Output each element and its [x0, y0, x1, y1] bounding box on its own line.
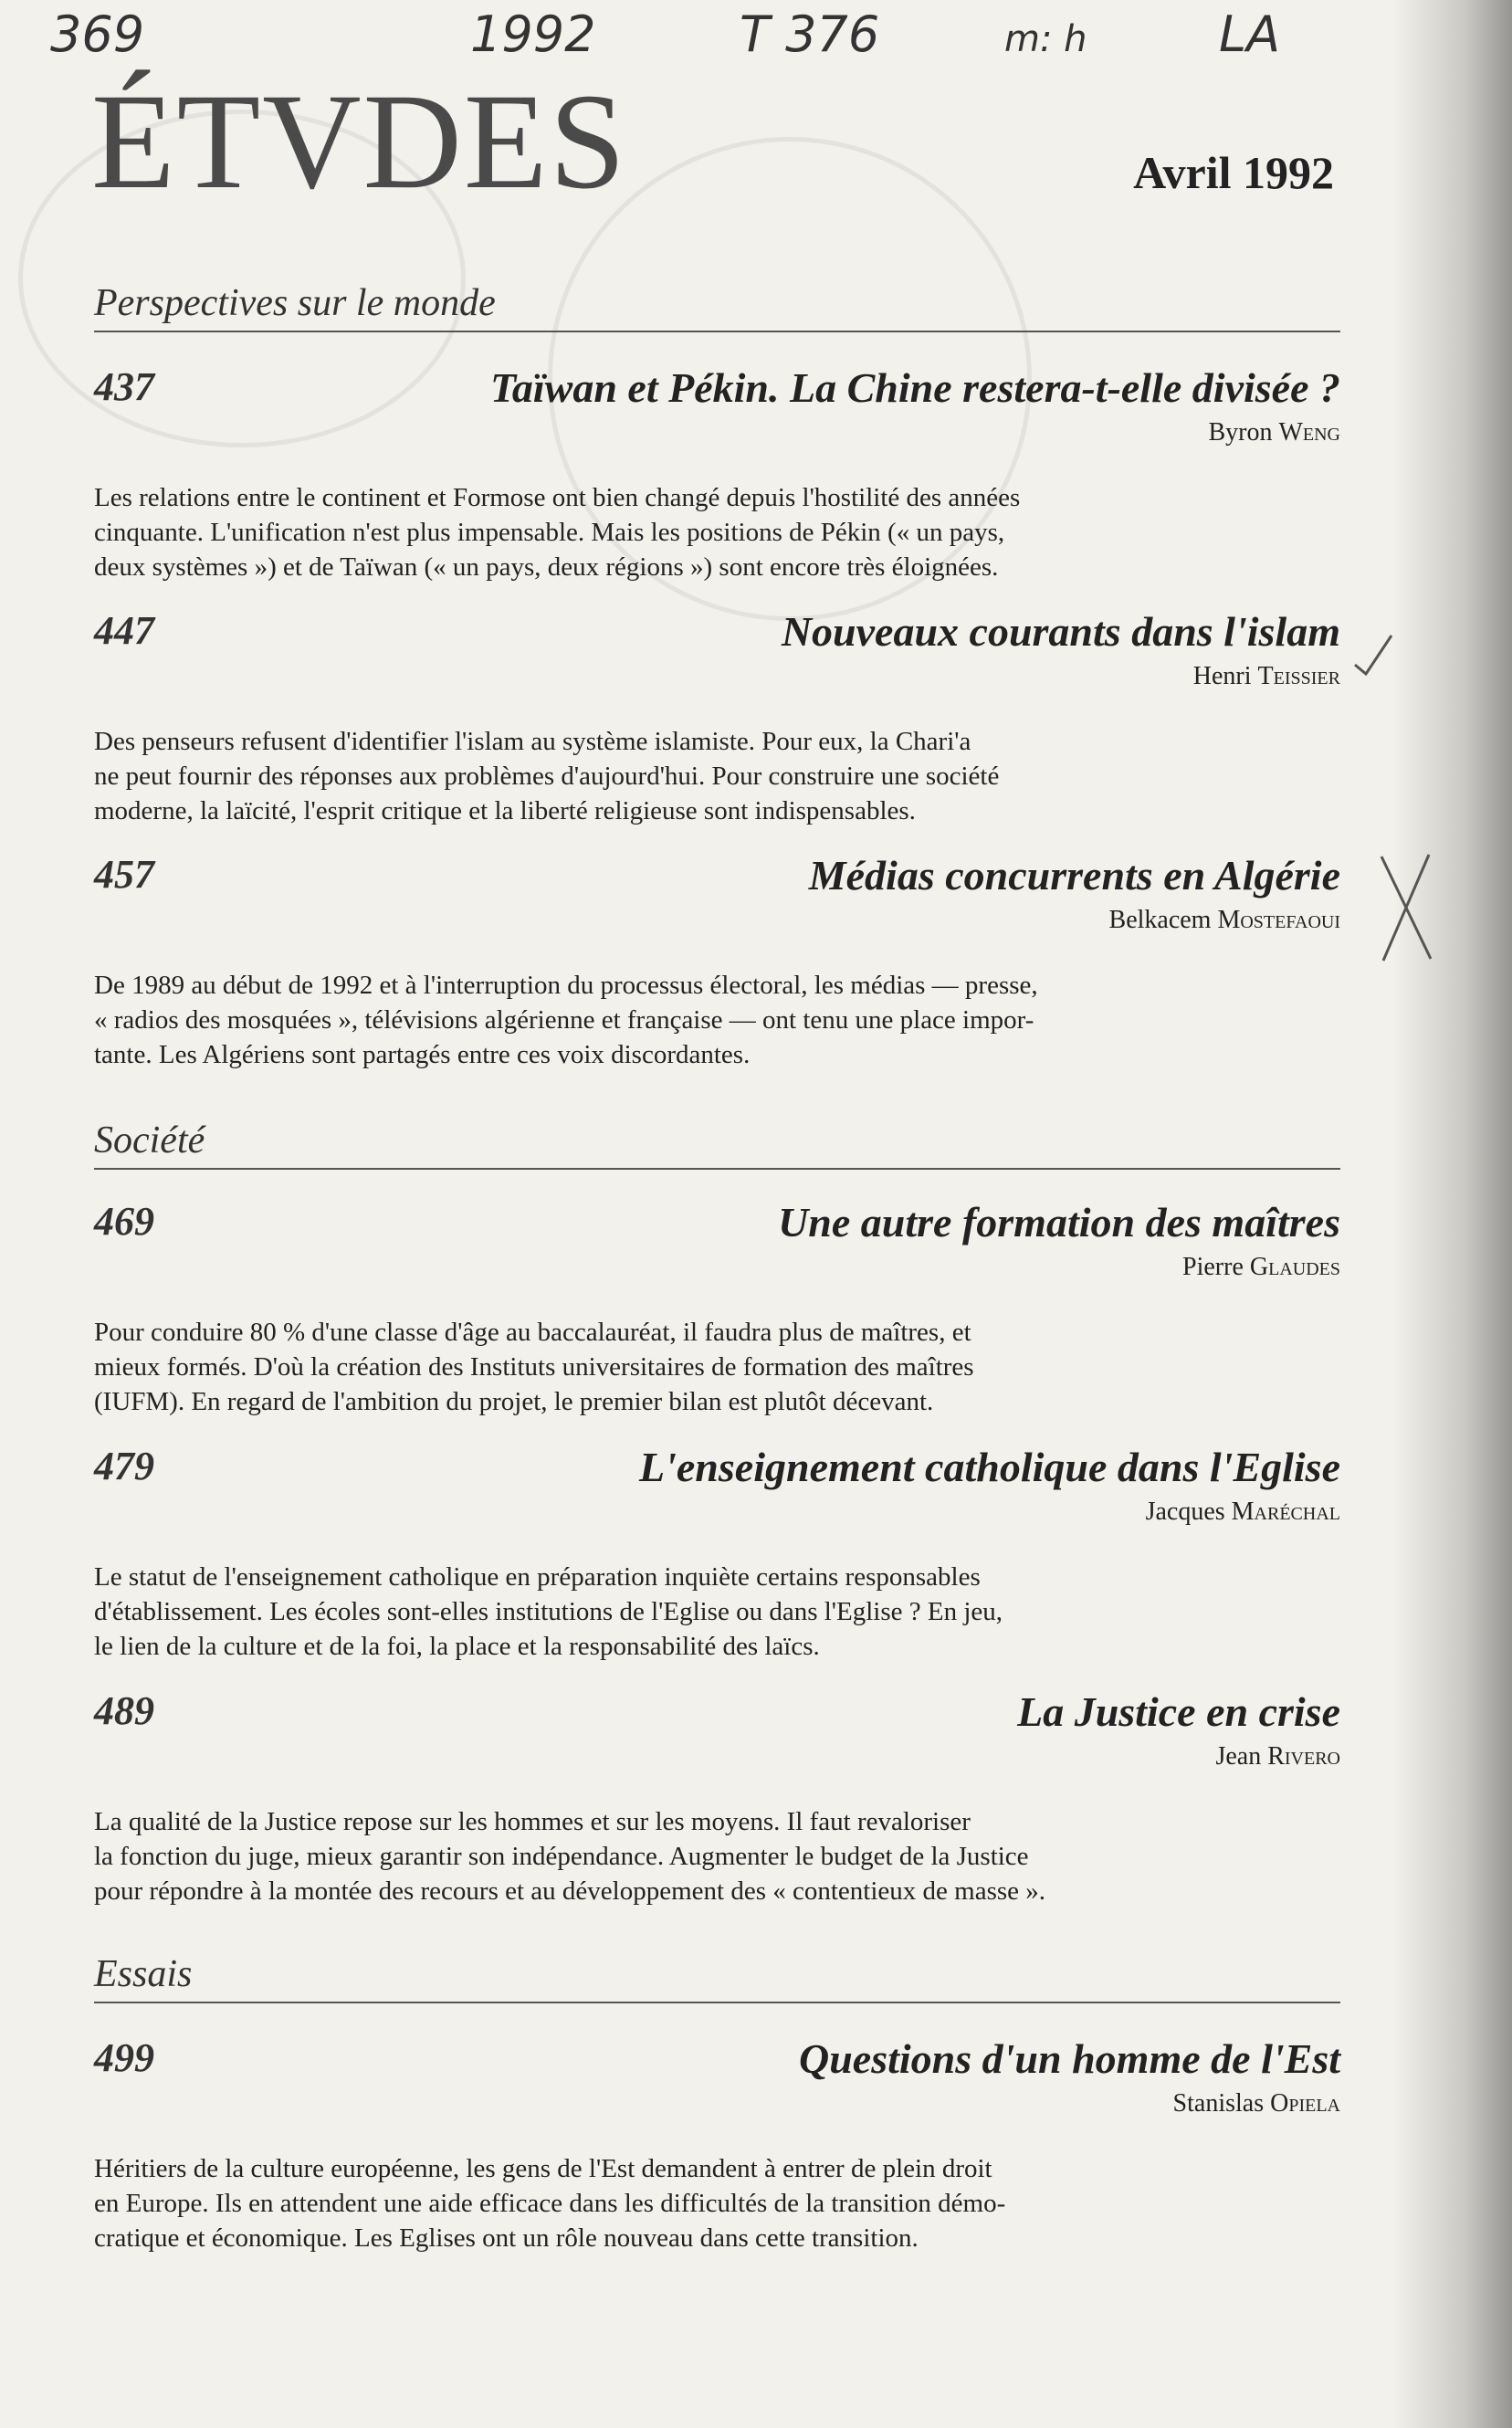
- author-first-name: Jean: [1215, 1742, 1262, 1771]
- author: [94, 906, 1340, 935]
- article-entry: [94, 1687, 1340, 1908]
- cross-mark-icon: [1374, 849, 1438, 968]
- summary-line: deux systèmes ») et de Taïwan (« un pays, deux régions ») sont encore très éloignées.: [94, 552, 999, 582]
- author-surname: Mostefaoui: [1217, 906, 1340, 934]
- page-number: 447: [94, 608, 154, 653]
- section-heading: Société: [94, 1119, 1340, 1170]
- handwritten-note: LA: [1219, 5, 1281, 63]
- article-title: La Justice en crise: [1017, 1688, 1340, 1735]
- summary-line: cratique et économique. Les Eglises ont un rôle nouveau dans cette transition.: [94, 2223, 919, 2253]
- author-first-name: Byron: [1208, 418, 1273, 447]
- author-surname: Glaudes: [1249, 1253, 1340, 1281]
- summary-line: De 1989 au début de 1992 et à l'interruption du processus électoral, les médias — presse,: [94, 971, 1038, 1000]
- summary-line: d'établissement. Les écoles sont-elles institutions de l'Eglise ou dans l'Eglise ? En jeu,: [94, 1597, 1003, 1626]
- section-heading: Perspectives sur le monde: [94, 281, 1340, 332]
- issue-date: Avril 1992: [1133, 147, 1334, 198]
- author: [94, 1253, 1340, 1282]
- author-surname: Maréchal: [1231, 1498, 1340, 1526]
- article-title: Taïwan et Pékin. La Chine restera-t-elle divisée ?: [490, 364, 1340, 411]
- summary-line: Des penseurs refusent d'identifier l'islam au système islamiste. Pour eux, la Chari'a: [94, 727, 971, 756]
- author: [94, 418, 1340, 447]
- summary-line: ne peut fournir des réponses aux problèmes d'aujourd'hui. Pour construire une société: [94, 762, 1000, 791]
- handwritten-note: 1992: [470, 5, 596, 63]
- checkmark-icon: [1351, 630, 1397, 685]
- article-summary: [94, 1315, 1217, 1419]
- summary-line: tante. Les Algériens sont partagés entre ces voix discordantes.: [94, 1040, 751, 1069]
- article-summary: [94, 2151, 1217, 2255]
- handwritten-note: T 376: [740, 5, 880, 63]
- article-title: Médias concurrents en Algérie: [808, 852, 1340, 899]
- author: [94, 2089, 1340, 2118]
- author-first-name: Pierre: [1182, 1253, 1244, 1281]
- author-surname: Rivero: [1267, 1742, 1340, 1771]
- summary-line: moderne, la laïcité, l'esprit critique et la liberté religieuse sont indispensables.: [94, 796, 916, 825]
- article-entry: [94, 1198, 1340, 1419]
- page-number: 489: [94, 1688, 154, 1733]
- summary-line: en Europe. Ils en attendent une aide efficace dans les difficultés de la transition démo-: [94, 2189, 1006, 2218]
- author-first-name: Henri: [1192, 662, 1252, 690]
- page-number: 457: [94, 852, 154, 897]
- summary-line: la fonction du juge, mieux garantir son indépendance. Augmenter le budget de la Justice: [94, 1842, 1029, 1871]
- handwritten-note: m: h: [1004, 18, 1087, 60]
- summary-line: Héritiers de la culture européenne, les gens de l'Est demandent à entrer de plein droit: [94, 2154, 992, 2183]
- summary-line: Le statut de l'enseignement catholique en préparation inquiète certains responsables: [94, 1562, 981, 1592]
- author-surname: Opiela: [1270, 2089, 1340, 2118]
- article-title: Nouveaux courants dans l'islam: [781, 608, 1340, 655]
- article-entry: [94, 1443, 1340, 1664]
- summary-line: Les relations entre le continent et Formose ont bien changé depuis l'hostilité des années: [94, 483, 1021, 512]
- article-title: Questions d'un homme de l'Est: [798, 2035, 1340, 2082]
- summary-line: le lien de la culture et de la foi, la place et la responsabilité des laïcs.: [94, 1632, 820, 1661]
- article-entry: [94, 607, 1340, 828]
- article-summary: [94, 1560, 1217, 1664]
- article-summary: [94, 968, 1217, 1072]
- author-first-name: Stanislas: [1172, 2089, 1265, 2118]
- handwritten-note: 369: [50, 5, 145, 63]
- article-summary: [94, 480, 1217, 584]
- journal-masthead: ÉTVDES: [91, 66, 627, 217]
- summary-line: cinquante. L'unification n'est plus impensable. Mais les positions de Pékin (« un pays,: [94, 518, 1005, 547]
- article-entry: [94, 851, 1340, 1072]
- author-surname: Teissier: [1257, 662, 1340, 690]
- summary-line: « radios des mosquées », télévisions algérienne et française — ont tenu une place impor-: [94, 1005, 1034, 1035]
- article-entry: [94, 363, 1340, 584]
- page-number: 437: [94, 364, 154, 409]
- summary-line: mieux formés. D'où la création des Instituts universitaires de formation des maîtres: [94, 1352, 974, 1382]
- author: [94, 1742, 1340, 1771]
- article-summary: [94, 1804, 1217, 1908]
- author-first-name: Jacques: [1145, 1498, 1225, 1526]
- page-number: 469: [94, 1199, 154, 1244]
- article-title: L'enseignement catholique dans l'Eglise: [639, 1444, 1340, 1490]
- summary-line: La qualité de la Justice repose sur les hommes et sur les moyens. Il faut revaloriser: [94, 1807, 971, 1836]
- author-first-name: Belkacem: [1108, 906, 1212, 934]
- summary-line: (IUFM). En regard de l'ambition du projet, le premier bilan est plutôt décevant.: [94, 1387, 934, 1416]
- section-heading: Essais: [94, 1952, 1340, 2003]
- article-title: Une autre formation des maîtres: [778, 1199, 1340, 1246]
- author: [94, 1498, 1340, 1527]
- page-number: 479: [94, 1444, 154, 1488]
- page-number: 499: [94, 2035, 154, 2080]
- article-summary: [94, 724, 1217, 828]
- author-surname: Weng: [1278, 418, 1340, 447]
- summary-line: pour répondre à la montée des recours et au développement des « contentieux de masse ».: [94, 1876, 1046, 1906]
- binding-shadow: [1393, 0, 1512, 2428]
- author: [94, 662, 1340, 691]
- summary-line: Pour conduire 80 % d'une classe d'âge au baccalauréat, il faudra plus de maîtres, et: [94, 1318, 971, 1347]
- article-entry: [94, 2034, 1340, 2255]
